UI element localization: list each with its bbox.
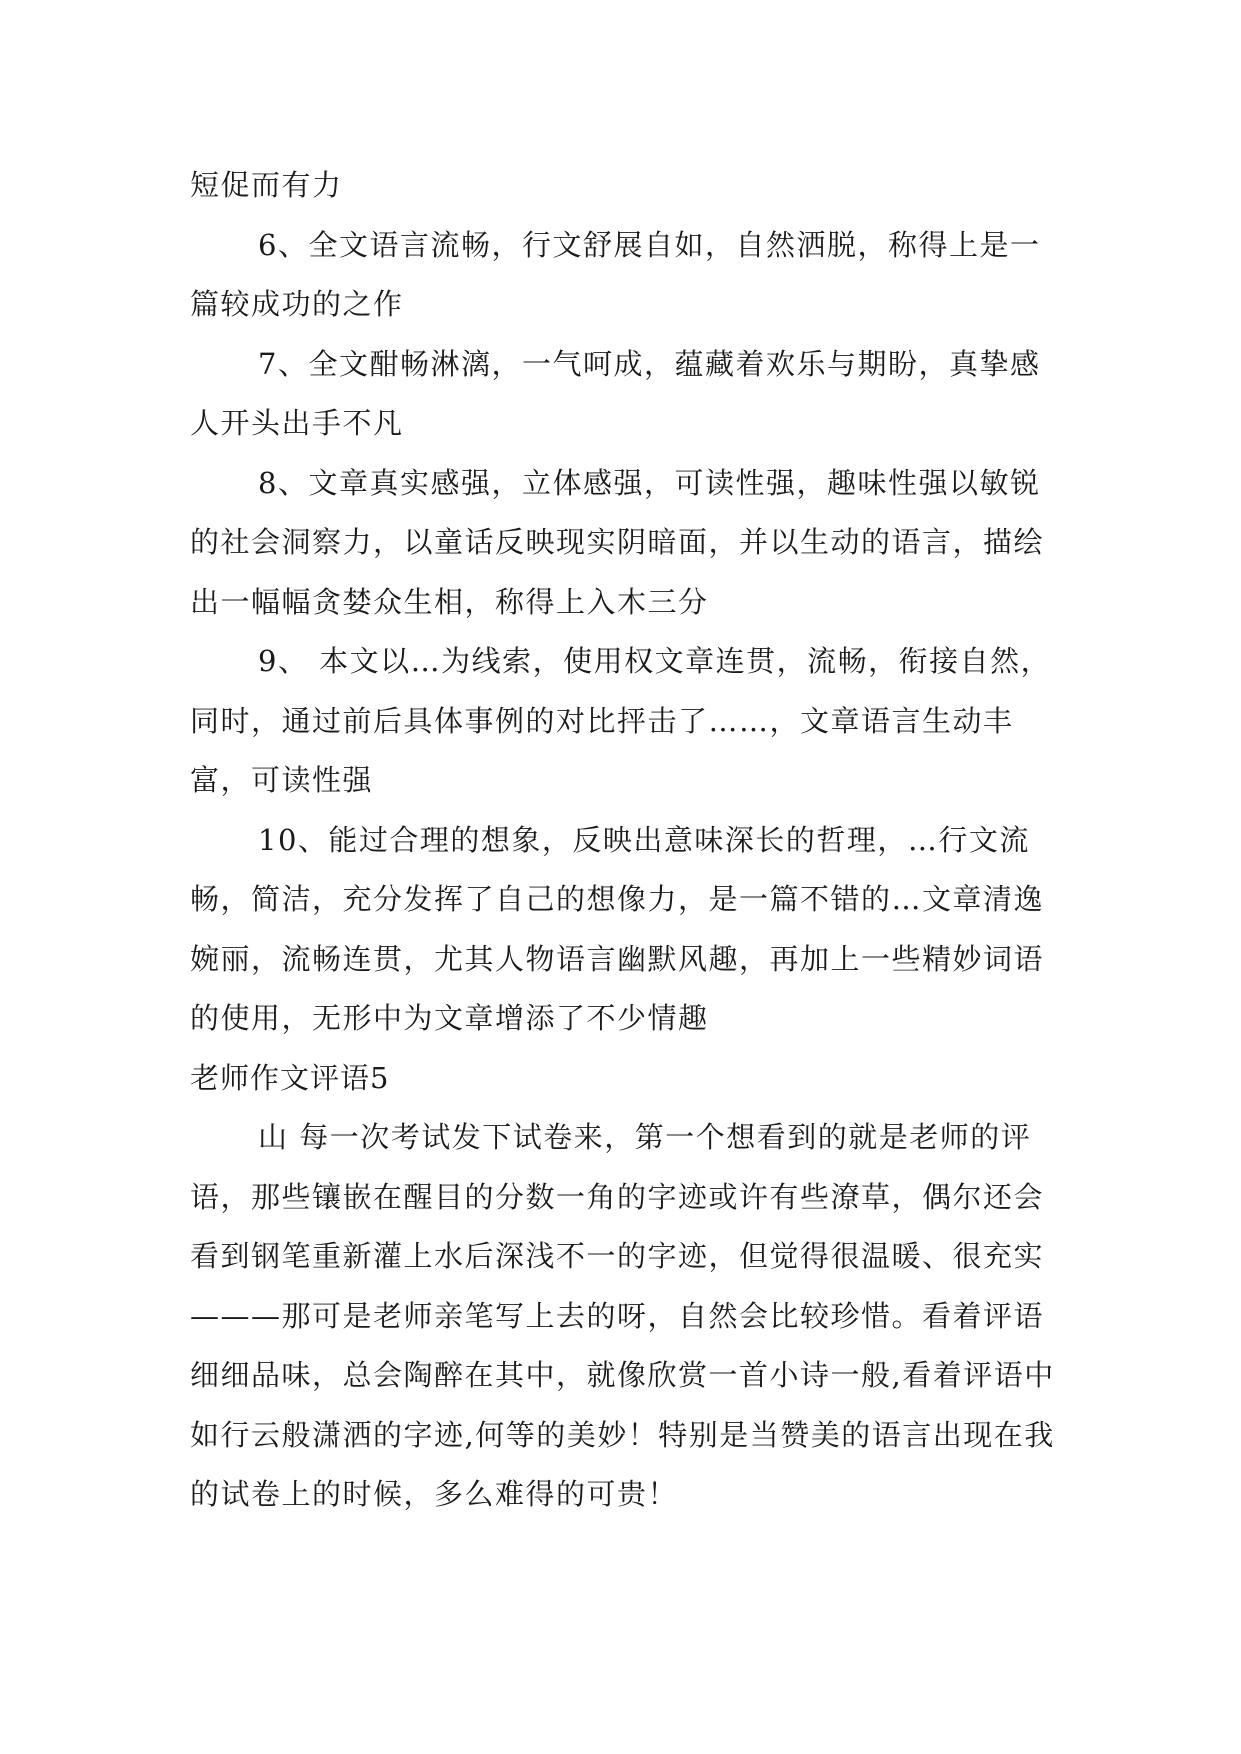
lead-fragment: 短促而有力 — [190, 168, 343, 202]
comment-item-8: 8、文章真实感强，立体感强，可读性强，趣味性强以敏锐的社会洞察力，以童话反映现实阴暗面，并以生动的语言，描绘出一幅幅贪婪众生相，称得上入木三分 — [190, 465, 1045, 619]
body-paragraph: 山 每一次考试发下试卷来，第一个想看到的就是老师的评语，那些镶嵌在醒目的分数一角的字迹或许有些潦草，偶尔还会看到钢笔重新灌上水后深浅不一的字迹，但觉得很温暖、很充实———那可是老师亲笔写上去的呀，自然会比较珍惜。看着评语细细品味，总会陶醉在其中，就像欣赏一首小诗一般,看着评语中如行云般潇洒的字迹,何等的美妙！特别是当赞美的语言出现在我的试卷上的时候，多么难得的可贵！ — [190, 1120, 1055, 1511]
section-heading: 老师作文评语5 — [190, 1060, 390, 1095]
comment-item-10: 10、能过合理的想象，反映出意味深长的哲理，…行文流畅，简洁，充分发挥了自己的想像力，是一篇不错的…文章清逸婉丽，流畅连贯，尤其人物语言幽默风趣，再加上一些精妙词语的使用，无形中为文章增添了不少情趣 — [190, 822, 1045, 1035]
document-body — [190, 156, 1070, 1525]
comment-item-7: 7、全文酣畅淋漓，一气呵成，蕴藏着欢乐与期盼，真挚感人开头出手不凡 — [190, 346, 1041, 440]
comment-item-9: 9、 本文以…为线索，使用权文章连贯，流畅，衔接自然，同时，通过前后具体事例的对比抨击了……，文章语言生动丰富，可读性强 — [190, 644, 1052, 797]
comment-item-6: 6、全文语言流畅，行文舒展自如，自然洒脱，称得上是一篇较成功的之作 — [190, 227, 1041, 321]
